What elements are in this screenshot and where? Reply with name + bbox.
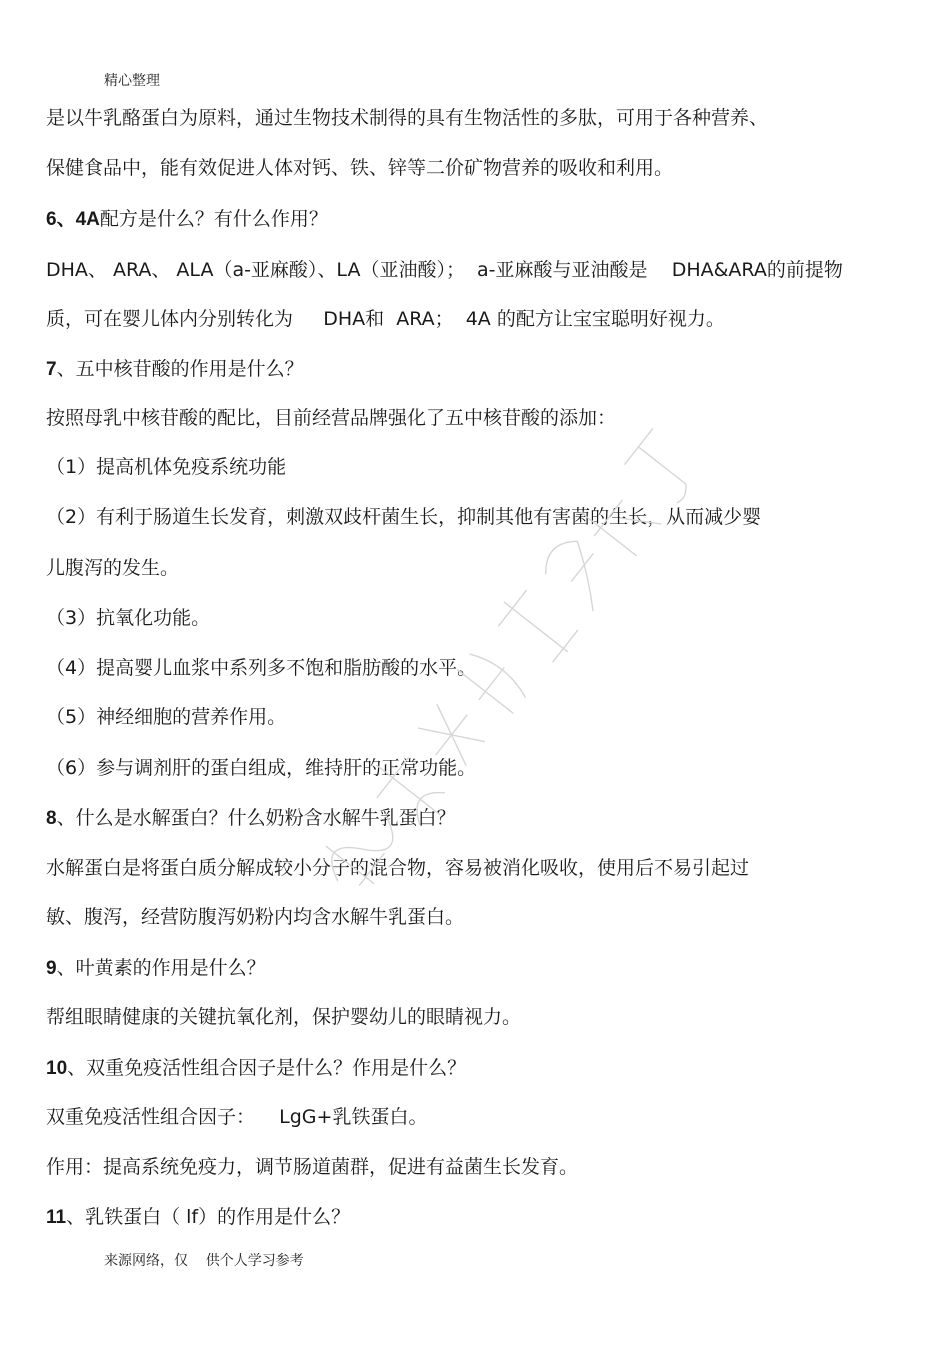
answer-line: 双重免疫活性组合因子： LgG+乳铁蛋白。 (46, 1106, 428, 1128)
answer-line: 质，可在婴儿体内分别转化为 DHA和 ARA； 4A 的配方让宝宝聪明好视力。 (46, 308, 725, 330)
question-text: 、叶黄素的作用是什么？ (56, 957, 266, 979)
question-8-heading (46, 806, 456, 831)
question-number: 7 (46, 359, 57, 380)
question-7-heading (46, 357, 304, 382)
answer-line: 帮组眼睛健康的关键抗氧化剂，保护婴幼儿的眼睛视力。 (46, 1006, 522, 1028)
question-text: 、乳铁蛋白（ lf）的作用是什么？ (66, 1206, 351, 1228)
answer-line: 水解蛋白是将蛋白质分解成较小分子的混合物，容易被消化吸收，使用后不易引起过 (46, 857, 750, 879)
question-text: 、五中核苷酸的作用是什么？ (56, 358, 304, 380)
list-item: （3）抗氧化功能。 (46, 607, 211, 629)
paragraph-line: 是以牛乳酪蛋白为原料，通过生物技术制得的具有生物活性的多肽，可用于各种营养、 (46, 107, 769, 129)
question-text: 、什么是水解蛋白？什么奶粉含水解牛乳蛋白？ (56, 807, 456, 829)
question-text: 、双重免疫活性组合因子是什么？作用是什么？ (67, 1057, 467, 1079)
question-6-heading (46, 207, 328, 232)
question-number: 10 (46, 1058, 68, 1079)
list-item-continuation: 儿腹泻的发生。 (46, 557, 180, 579)
answer-line: 敏、腹泻，经营防腹泻奶粉内均含水解牛乳蛋白。 (46, 906, 465, 928)
list-item: （4）提高婴儿血浆中系列多不饱和脂肪酸的水平。 (46, 657, 477, 679)
paragraph-line: 保健食品中，能有效促进人体对钙、铁、锌等二价矿物营养的吸收和利用。 (46, 157, 674, 179)
question-number: 6、4A (46, 209, 100, 230)
question-number: 9 (46, 958, 57, 979)
list-item: （5）神经细胞的营养作用。 (46, 706, 287, 728)
question-9-heading (46, 956, 266, 981)
question-11-heading (46, 1205, 350, 1230)
list-item: （1）提高机体免疫系统功能 (46, 456, 287, 478)
list-item: （2）有利于肠道生长发育，刺激双歧杆菌生长，抑制其他有害菌的生长，从而减少婴 (46, 506, 762, 528)
question-number: 8 (46, 808, 57, 829)
page-footer: 来源网络，仅 供个人学习参考 (104, 1253, 304, 1269)
answer-line: 按照母乳中核苷酸的配比，目前经营品牌强化了五中核苷酸的添加： (46, 407, 617, 429)
question-number: 11 (46, 1207, 67, 1228)
question-text: 配方是什么？有什么作用？ (99, 208, 328, 230)
question-10-heading (46, 1056, 466, 1081)
answer-line: DHA、 ARA、 ALA（a-亚麻酸）、LA（亚油酸）； a-亚麻酸与亚油酸是 DHA&ARA的前提物 (46, 259, 843, 281)
answer-line: 作用：提高系统免疫力，调节肠道菌群，促进有益菌生长发育。 (46, 1156, 579, 1178)
list-item: （6）参与调剂肝的蛋白组成，维持肝的正常功能。 (46, 757, 477, 779)
page-header: 精心整理 (104, 73, 160, 89)
